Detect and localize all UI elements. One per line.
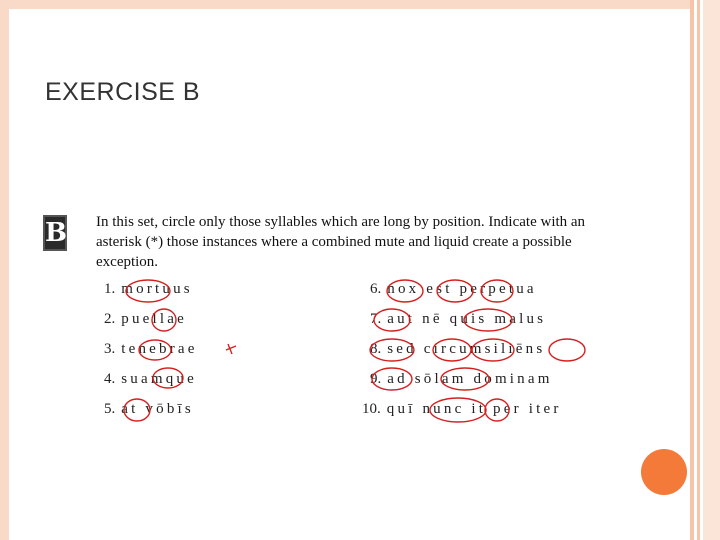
item-text: tenebrae <box>121 341 198 357</box>
exercise-item-5 <box>104 401 194 423</box>
item-number: 9. <box>370 371 382 387</box>
item-number: 7. <box>370 311 382 327</box>
exercise-item-3 <box>104 341 198 363</box>
item-text: sed circumsiliēns <box>387 341 546 357</box>
item-text: ad sōlam dominam <box>387 371 553 387</box>
exercise-item-9 <box>370 371 553 393</box>
item-text: puellae <box>121 311 187 327</box>
exercise-item-1 <box>104 281 193 303</box>
slide-border-right-stripe-thin <box>697 0 700 540</box>
exercise-item-8 <box>370 341 545 363</box>
exercise-item-4 <box>104 371 197 393</box>
item-number: 3. <box>104 341 116 357</box>
item-number: 6. <box>370 281 382 297</box>
item-text: quī nunc it per iter <box>386 401 562 417</box>
item-text: mortuus <box>121 281 193 297</box>
item-number: 1. <box>104 281 116 297</box>
item-number: 2. <box>104 311 116 327</box>
slide-border-right-stripe <box>690 0 694 540</box>
item-text: nox est perpetua <box>387 281 537 297</box>
exercise-instructions: In this set, circle only those syllables which are long by position. Indicate with an asterisk (*) those instances where a combined mute and liquid create a possible exception. <box>96 214 586 270</box>
slide-border-left <box>0 0 9 540</box>
item-number: 10. <box>362 401 381 417</box>
item-number: 4. <box>104 371 116 387</box>
item-text: at vōbīs <box>121 401 194 417</box>
item-text: aut nē quis malus <box>387 311 547 327</box>
exercise-item-10 <box>362 401 562 423</box>
item-number: 5. <box>104 401 116 417</box>
exercise-scan <box>40 205 620 435</box>
item-number: 8. <box>370 341 382 357</box>
exercise-item-6 <box>370 281 537 303</box>
exercise-badge: B <box>43 215 67 251</box>
slide-border-right-band <box>703 0 720 540</box>
item-text: suamque <box>121 371 197 387</box>
slide-title: EXERCISE B <box>45 78 201 106</box>
accent-circle <box>641 449 687 495</box>
slide-border-top <box>0 0 690 9</box>
exercise-item-7 <box>370 311 546 333</box>
exercise-item-2 <box>104 311 187 333</box>
